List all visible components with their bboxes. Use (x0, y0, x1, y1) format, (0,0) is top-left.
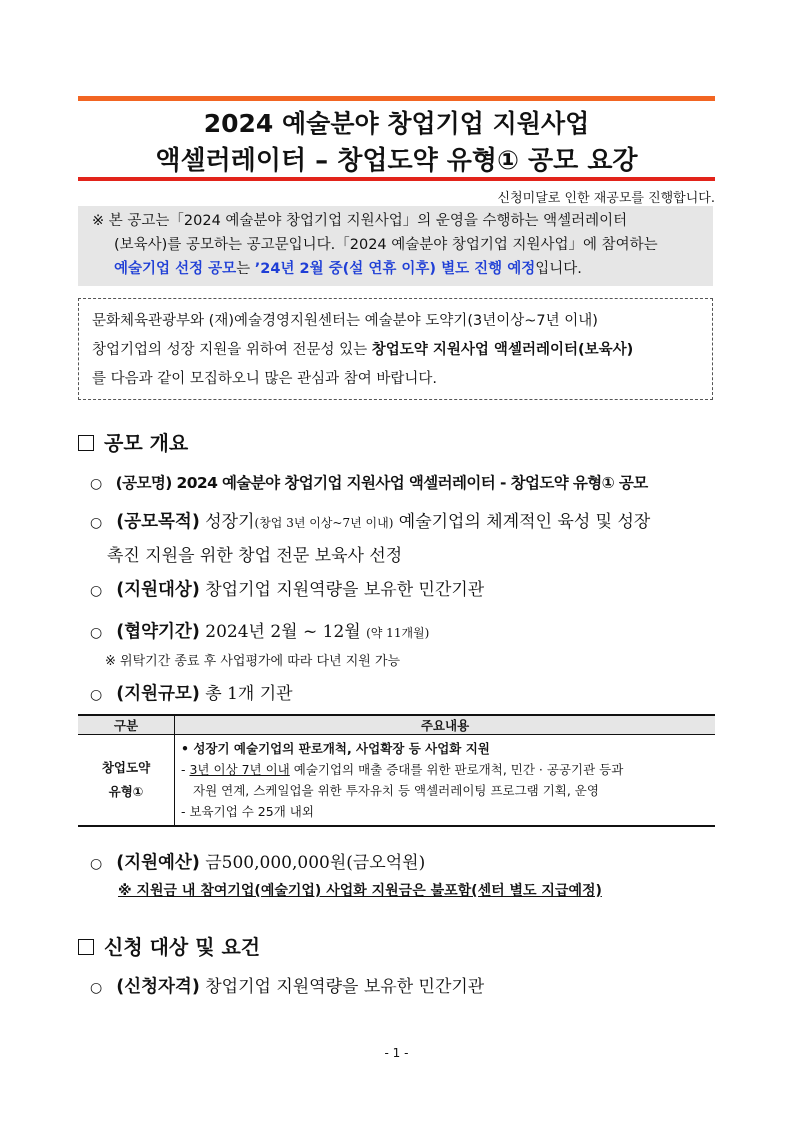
contract-note: ※ 위탁기간 종료 후 사업평가에 따라 다년 지원 가능 (105, 654, 401, 669)
page-number: - 1 - (384, 1046, 409, 1060)
checkbox-icon (78, 435, 94, 451)
item-text: 금500,000,000원(금오억원) (199, 853, 426, 873)
table-row-content (175, 735, 716, 827)
bullet-icon: ○ (90, 583, 103, 599)
item-label: (협약기간) (116, 622, 200, 642)
table-header-row (78, 715, 715, 735)
checkbox-icon (78, 939, 94, 955)
notice-box (78, 206, 713, 286)
item-text: 성장기 (199, 512, 255, 532)
item-text-small: (창업 3년 이상~7년 이내) (254, 516, 394, 530)
row-content-line-1: • 성장기 예술기업의 판로개척, 사업확장 등 사업화 지원 (181, 741, 490, 756)
notice-highlight-2: ’24년 2월 중(설 연휴 이후) 별도 진행 예정 (254, 261, 536, 277)
intro-line-3: 를 다음과 같이 모집하오니 많은 관심과 참여 바랍니다. (92, 371, 438, 387)
item-target (90, 575, 484, 601)
bullet-icon: ○ (90, 625, 103, 641)
row-content-line-2 (181, 759, 715, 780)
item-contest-name (90, 471, 648, 493)
row-content-line-3: 자원 연계, 스케일업을 위한 투자유치 등 액셀러레이팅 프로그램 기획, 운영 (193, 783, 599, 798)
item-label: (신청자격) (116, 977, 200, 997)
notice-line-2: (보육사)를 공모하는 공고문입니다.「2024 예술분야 창업기업 지원사업」에 참여하는 (114, 237, 658, 253)
document-subtitle: 액셀러레이터 – 창업도약 유형① 공모 요강 (155, 146, 638, 176)
intro-box (78, 298, 713, 400)
section-title: 신청 대상 및 요건 (104, 935, 261, 959)
row-text: 예술기업의 매출 증대를 위한 판로개척, 민간 · 공공기관 등과 (289, 762, 624, 777)
notice-highlight-1: 예술기업 선정 공모 (114, 261, 237, 277)
item-contract-period (90, 617, 429, 643)
row-content-line-4: - 보육기업 수 25개 내외 (181, 804, 314, 819)
item-label: (지원규모) (116, 684, 200, 704)
item-text: 창업기업 지원역량을 보유한 민간기관 (199, 977, 485, 997)
section-title: 공모 개요 (104, 431, 189, 455)
item-text: 예술기업의 체계적인 육성 및 성장 (393, 512, 651, 532)
table-header-content: 주요내용 (175, 715, 716, 735)
notice-line-1: ※ 본 공고는「2024 예술분야 창업기업 지원사업」의 운영을 수행하는 액셀러레이터 (92, 213, 628, 229)
bullet-icon: ○ (90, 856, 103, 872)
table-header-category: 구분 (78, 715, 175, 735)
item-purpose (90, 507, 650, 533)
intro-text: 창업기업의 성장 지원을 위하여 전문성 있는 (92, 342, 372, 358)
intro-bold-text: 창업도약 지원사업 액셀러레이터(보육사) (371, 342, 634, 358)
re-announcement-notice: 신청미달로 인한 재공모를 진행합니다. (497, 191, 715, 206)
bullet-icon: ○ (90, 515, 103, 531)
underlined-text: 3년 이상 7년 이내 (189, 762, 290, 777)
intro-line-2 (92, 336, 633, 365)
support-table (78, 714, 715, 827)
intro-line-1: 문화체육관광부와 (재)예술경영지원센터는 예술분야 도약기(3년이상~7년 이내) (92, 313, 598, 329)
item-text: 총 1개 기관 (199, 684, 293, 704)
row-label-line-2: 유형① (108, 784, 144, 799)
item-budget (90, 848, 425, 874)
notice-text: 는 (236, 261, 255, 277)
header-bottom-bar (78, 177, 715, 181)
notice-text-end: 입니다. (535, 261, 582, 277)
notice-line-3 (114, 257, 582, 281)
item-label: (공모명) 2024 예술분야 창업기업 지원사업 액셀러레이터 - 창업도약 유형① 공모 (115, 474, 648, 492)
row-label-line-1: 창업도약 (101, 760, 151, 775)
bullet-icon: ○ (90, 980, 103, 996)
item-purpose-continuation: 촉진 지원을 위한 창업 전문 보육사 선정 (107, 546, 403, 566)
item-scale (90, 679, 293, 705)
budget-note: ※ 지원금 내 참여기업(예술기업) 사업화 지원금은 불포함(센터 별도 지급예정) (118, 883, 602, 899)
item-label: (지원대상) (116, 580, 200, 600)
table-row-label (78, 735, 175, 827)
item-label: (공모목적) (116, 512, 200, 532)
item-label: (지원예산) (116, 853, 200, 873)
item-text: 2024년 2월 ~ 12월 (199, 622, 367, 642)
item-eligibility (90, 972, 484, 998)
bullet-icon: ○ (90, 476, 102, 492)
item-text: 창업기업 지원역량을 보유한 민간기관 (199, 580, 485, 600)
document-title: 2024 예술분야 창업기업 지원사업 (203, 109, 590, 138)
dash: - (181, 762, 190, 777)
item-text-small: (약 11개월) (366, 626, 430, 640)
bullet-icon: ○ (90, 687, 103, 703)
header-top-bar (78, 96, 715, 101)
section-heading-overview (78, 427, 188, 456)
section-heading-eligibility (78, 931, 260, 960)
table-row (78, 735, 715, 827)
